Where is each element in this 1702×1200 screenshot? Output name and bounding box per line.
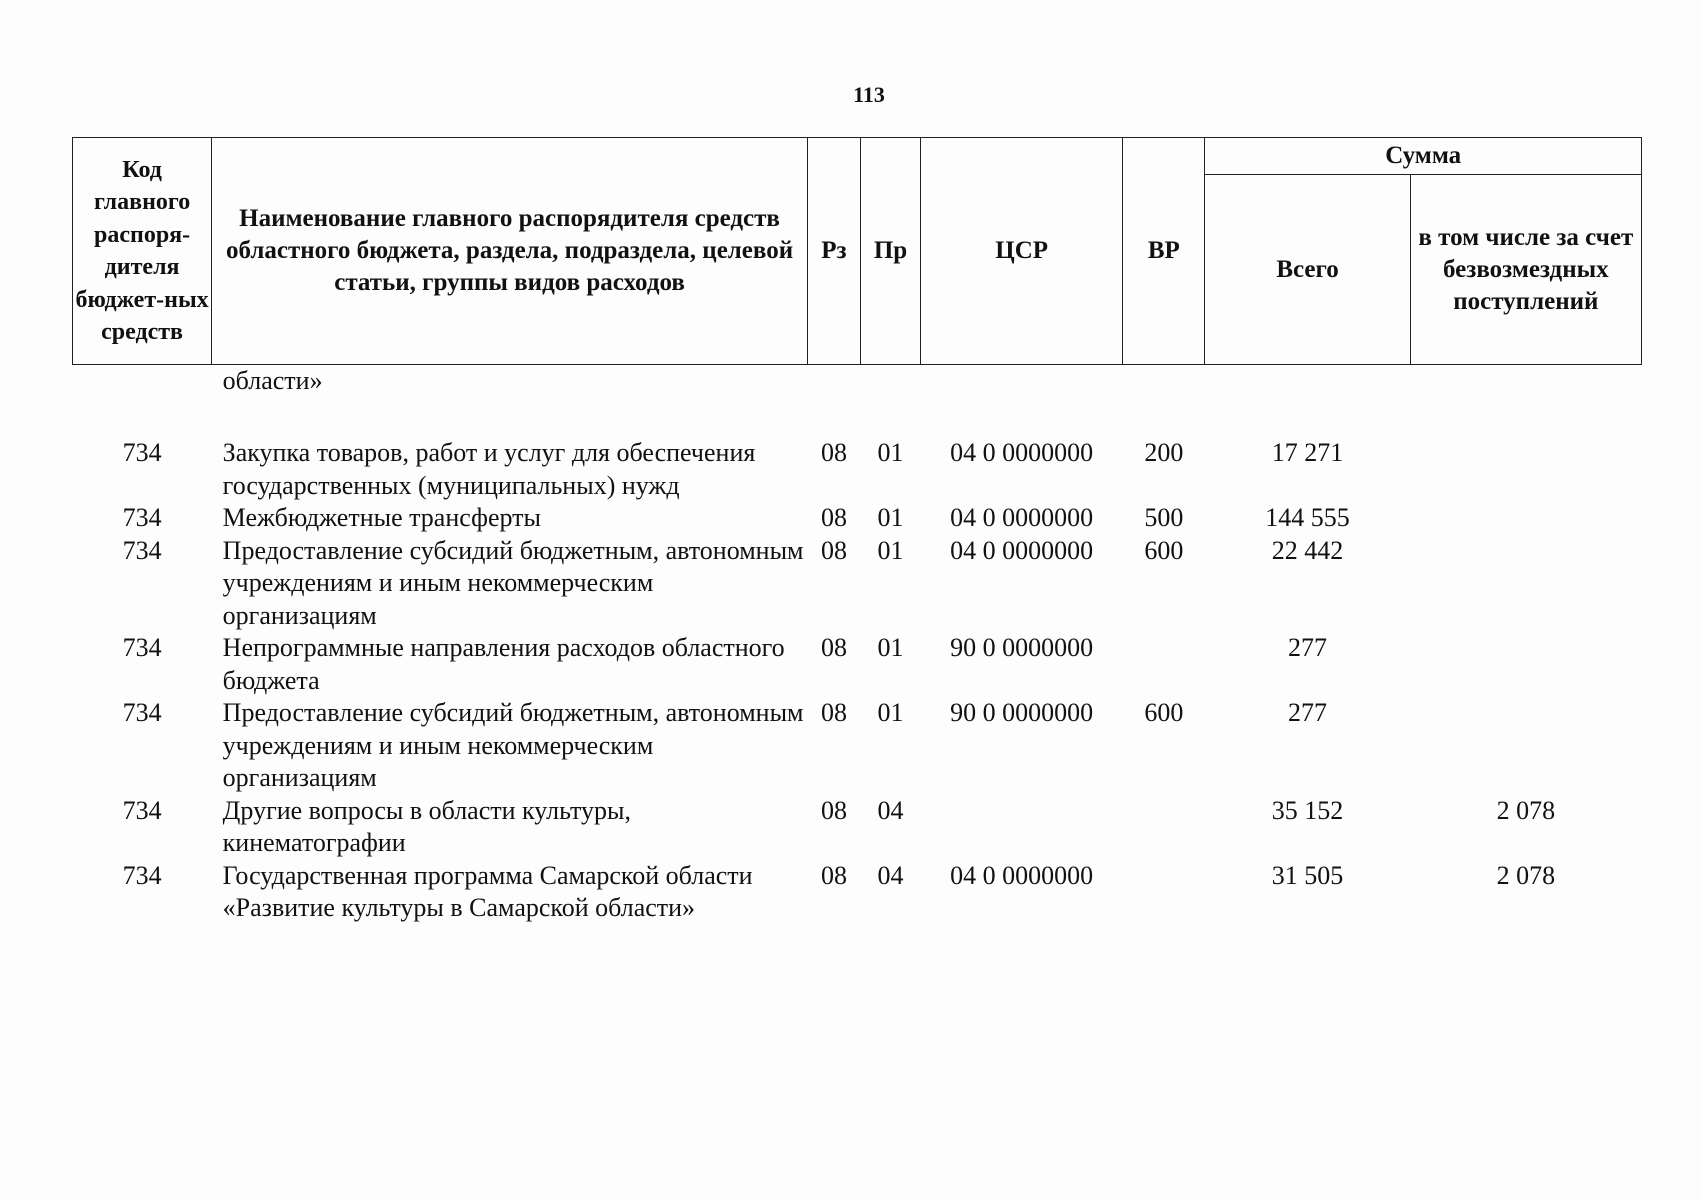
cell-free (1410, 535, 1641, 633)
cell-total: 277 (1288, 698, 1328, 727)
cell-free (1410, 632, 1641, 697)
table-row (73, 697, 1642, 795)
cell-csr (921, 365, 1123, 438)
cell-name: Другие вопросы в области культуры, кинематографии (222, 795, 631, 857)
page-number: 113 (853, 82, 885, 107)
table-row (73, 860, 1642, 925)
table-row (73, 795, 1642, 860)
cell-vr: 200 (1144, 438, 1184, 467)
cell-vr (1123, 632, 1205, 697)
table-body (73, 365, 1642, 925)
cell-code: 734 (122, 503, 162, 532)
cell-pr: 01 (877, 633, 904, 662)
cell-name: Предоставление субсидий бюджетным, автономным учреждениям и иным некоммерческим организациям (222, 535, 804, 630)
cell-pr: 01 (877, 698, 904, 727)
cell-vr: 600 (1144, 698, 1184, 727)
cell-free (1410, 697, 1641, 795)
cell-rz: 08 (820, 795, 847, 825)
cell-csr: 04 0 0000000 (950, 860, 1094, 890)
header-total: Всего (1205, 175, 1410, 365)
cell-rz: 08 (820, 535, 847, 565)
cell-code: 734 (122, 535, 162, 565)
cell-total: 35 152 (1271, 795, 1344, 825)
budget-table (72, 137, 1642, 925)
cell-name: области» (222, 366, 323, 395)
cell-csr: 90 0 0000000 (950, 698, 1094, 727)
cell-name: Непрограммные направления расходов областного бюджета (222, 633, 785, 695)
cell-code: 734 (122, 438, 162, 467)
cell-total: 144 555 (1265, 503, 1350, 532)
cell-code: 734 (122, 633, 162, 662)
cell-name: Предоставление субсидий бюджетным, автономным учреждениям и иным некоммерческим организациям (222, 698, 804, 792)
table-row (73, 632, 1642, 697)
cell-code: 734 (122, 795, 162, 825)
cell-name: Государственная программа Самарской области «Развитие культуры в Самарской области» (222, 860, 753, 922)
cell-total: 277 (1288, 633, 1328, 662)
table-header (73, 138, 1642, 365)
cell-free (1410, 365, 1641, 438)
header-name: Наименование главного распорядителя средств областного бюджета, раздела, подраздела, целевой статьи, группы видов расходов (212, 138, 808, 365)
cell-csr: 04 0 0000000 (950, 438, 1094, 467)
cell-rz: 08 (820, 633, 847, 662)
table-row (73, 437, 1642, 502)
header-rz: Рз (807, 138, 860, 365)
cell-total: 22 442 (1271, 535, 1344, 565)
header-vr: ВР (1123, 138, 1205, 365)
cell-pr: 01 (877, 503, 904, 532)
cell-rz: 08 (820, 860, 847, 890)
cell-csr: 04 0 0000000 (950, 503, 1094, 532)
cell-total: 17 271 (1271, 438, 1344, 467)
cell-free: 2 078 (1496, 860, 1556, 890)
cell-free: 2 078 (1496, 795, 1556, 825)
cell-code: 734 (122, 698, 162, 727)
cell-csr: 04 0 0000000 (950, 535, 1094, 565)
cell-pr (860, 365, 920, 438)
cell-rz (807, 365, 860, 438)
cell-total: 31 505 (1271, 860, 1344, 890)
header-free: в том числе за счет безвозмездных поступлений (1410, 175, 1641, 365)
header-csr: ЦСР (921, 138, 1123, 365)
cell-csr: 90 0 0000000 (950, 633, 1094, 662)
cell-pr: 04 (877, 860, 904, 890)
cell-csr (921, 795, 1123, 860)
cell-vr (1123, 860, 1205, 925)
cell-vr: 600 (1144, 535, 1184, 565)
cell-code: 734 (122, 860, 162, 890)
table-row (73, 502, 1642, 535)
cell-vr: 500 (1144, 503, 1184, 532)
header-pr: Пр (860, 138, 920, 365)
cell-pr: 01 (877, 535, 904, 565)
cell-pr: 01 (877, 438, 904, 467)
cell-rz: 08 (820, 438, 847, 467)
table-row (73, 365, 1642, 438)
cell-free (1410, 502, 1641, 535)
table-row (73, 535, 1642, 633)
cell-vr (1123, 795, 1205, 860)
header-code: Код главного распоря-дителя бюджет-ных средств (73, 138, 212, 365)
header-sum: Сумма (1205, 138, 1642, 175)
cell-total (1205, 365, 1410, 438)
cell-free (1410, 437, 1641, 502)
cell-code (73, 365, 212, 438)
cell-name: Межбюджетные трансферты (222, 503, 541, 532)
cell-vr (1123, 365, 1205, 438)
cell-name: Закупка товаров, работ и услуг для обеспечения государственных (муниципальных) нужд (222, 438, 756, 500)
cell-rz: 08 (820, 698, 847, 727)
cell-pr: 04 (877, 795, 904, 825)
cell-rz: 08 (820, 503, 847, 532)
